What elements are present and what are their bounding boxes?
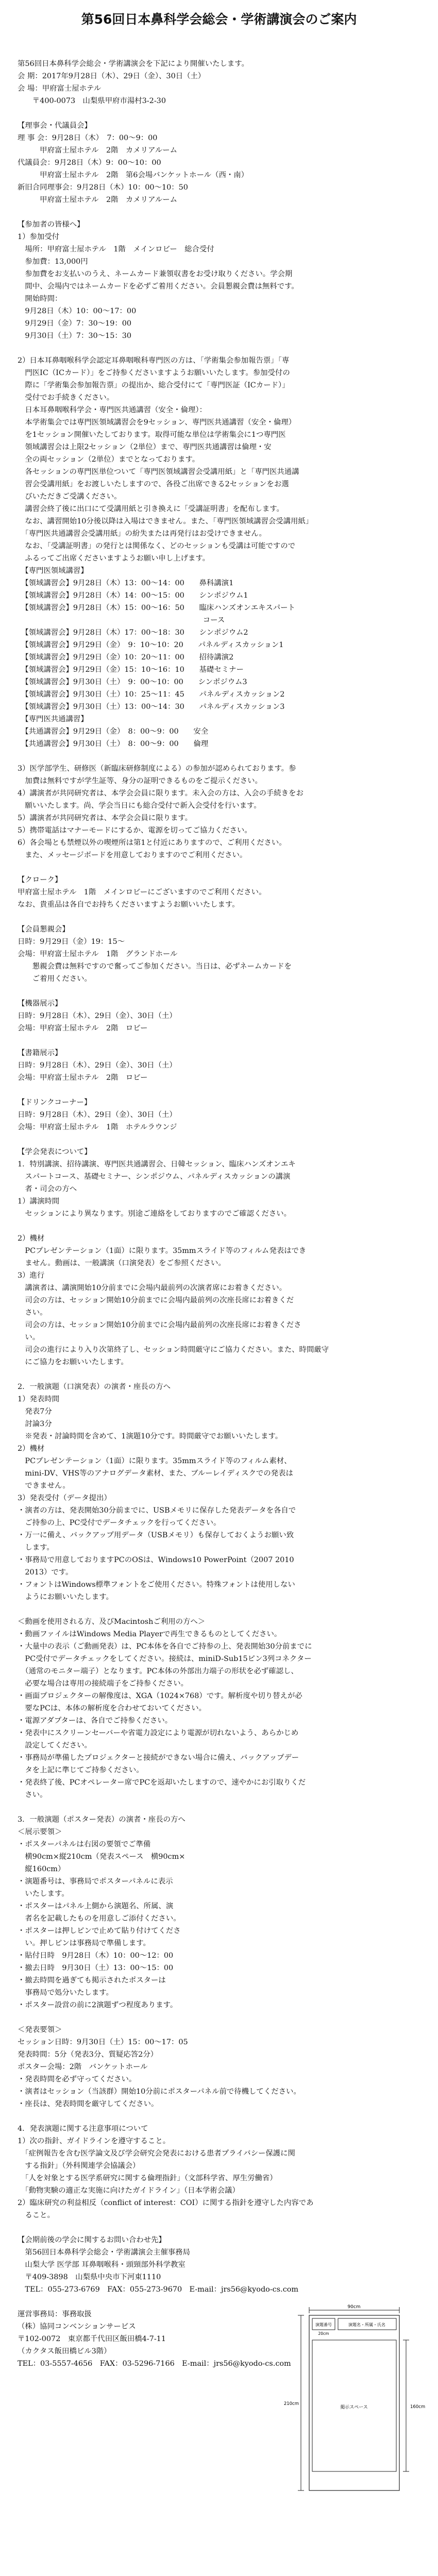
text-line: ・ポスター設営の前に2演題ずつ程度あります。 (18, 2001, 178, 2009)
text-line: 日時：9月28日（木）、29日（金）、30日（土） (18, 1012, 177, 1020)
text-line: 4）講演者が共同研究者は、本学会会員に限ります。未入会の方は、入会の手続きをお (18, 789, 304, 798)
text-line: ・撤去時間を過ぎても掲示されたポスターは (18, 1976, 166, 1985)
text-line: 2）臨床研究の利益相反（conflict of interest：COI）に関する指針を遵守した内容であ (18, 2199, 314, 2207)
text-line: セッション日時：9月30日（土）15：00～17：05 (18, 2038, 188, 2046)
text-line: なお、講習開始10分後以降は入場はできません。また、「専門医領域講習会受講用紙」 (18, 517, 313, 526)
text-line: 2）機材 (18, 1445, 45, 1453)
text-line: 各セッションの専門医単位ついて「専門医領域講習会受講用紙」と「専門医共通講 (18, 468, 299, 476)
text-line: なお、「受講証明書」の発行とは関係なく、どのセッションも受講は可能ですので (18, 542, 296, 550)
text-line: mini-DV、VHS等のアナログデータ素材、また、ブルーレイディスクでの発表は (18, 1469, 293, 1478)
text-line: い。 (18, 1333, 40, 1342)
text-line: ・撤去日時 9月30日（土）13：00～15：00 (18, 1964, 174, 1972)
text-line: 事務局で処分いたします。 (18, 1989, 113, 1997)
blank-line (18, 1220, 425, 1232)
text-line: 5）携帯電話はマナーモードにするか、電源を切ってご協力ください。 (18, 826, 252, 835)
text-line: ・ポスターは押しピンで止めて貼り付けてくださ (18, 1927, 181, 1935)
text-line: 開始時間： (18, 295, 62, 303)
text-line: 【機器展示】 (18, 999, 62, 1008)
text-line: セッションにより異なります。別途ご連絡をしておりますのでご確認ください。 (18, 1210, 292, 1218)
text-line: 発表時間：5分（発表3分、質疑応答2分） (18, 2050, 158, 2059)
text-line: 領域講習会は上限2セッション（2単位）まで、専門医共通講習は倫理・安 (18, 443, 272, 451)
area-height-label: 160cm (410, 2404, 426, 2410)
text-line: 間中、会場内ではネームカードを必ずご着用ください。会員懇親会費は無料です。 (18, 282, 299, 291)
text-line: ・発表終了後、PCオペレーター席でPCを返却いたしますので、速やかにお引取りくだ (18, 1778, 306, 1787)
text-line: ・発表時間を必ず守ってください。 (18, 2075, 137, 2083)
number-box-dim: 20cm (318, 2331, 329, 2336)
text-line: 全の両セッション（2単位）までとなっております。 (18, 455, 200, 464)
text-line: 1）発表時間 (18, 1395, 60, 1403)
poster-diagram-svg (283, 2303, 426, 2499)
text-line: 「専門医共通講習会受講用紙」の紛失または再発行はお受けできません。 (18, 530, 266, 538)
text-line: 習会受講用紙」をお渡しいたしますので、各役ご出席できる2セッションをお選 (18, 480, 289, 488)
text-line: 会 期：2017年9月28日（木）、29日（金）、30日（土） (18, 72, 206, 80)
text-line: 運営事務局：事務取扱 (18, 2310, 92, 2318)
text-line: 9月28日（木）10：00～17：00 (18, 307, 137, 315)
text-line: いたします。 (18, 1890, 69, 1898)
text-line: 者・司会の方へ (18, 1185, 77, 1193)
text-line: 1）参加受付 (18, 233, 60, 241)
blank-line (18, 1133, 425, 1146)
text-line: 6）各会場とも禁煙以外の喫煙所は第1と付近にありますので、ご利用ください。 (18, 839, 287, 847)
text-line: 【領域講習会】9月30日（土）13：00～14：30 パネルディスカッション3 (18, 703, 285, 711)
text-line: 懇親会費は無料ですので奮ってご参加ください。当日は、必ずネームカードを (18, 962, 292, 971)
blank-line (18, 1603, 425, 1616)
text-line: 1）講演時間 (18, 1197, 60, 1206)
text-line: ＜展示要領＞ (18, 1828, 62, 1836)
text-line: 横90cm×縦210cm（発表スペース 横90cm× (18, 1853, 186, 1861)
text-line: PC受付でデータチェックをしてください。接続は、miniD-Sub15ピン3列コネクター (18, 1655, 312, 1663)
blank-line (18, 861, 425, 874)
text-line: 要なPCは、本体の解析度を合わせておいてください。 (18, 1704, 207, 1713)
text-line: 【領域講習会】9月29日（金）15：10～16：10 基礎セミナー (18, 666, 244, 674)
text-line: 【領域講習会】9月29日（金） 9：10～10：20 パネルディスカッション1 (18, 641, 284, 649)
text-line: します。 (18, 1544, 54, 1552)
text-line: 会場：甲府富士屋ホテル 1階 ホテルラウンジ (18, 1123, 177, 1131)
text-line: 【会期前後の学会に関するお問い合わせ先】 (18, 2236, 166, 2244)
text-line: なお、貴重品は各自でお持ちくださいますようお願いいたします。 (18, 901, 240, 909)
text-line: タを上記に準じてご持参ください。 (18, 1766, 144, 1774)
text-line: 参加費：13,000円 (18, 258, 88, 266)
blank-line (18, 1084, 425, 1096)
text-line: 理 事 会：9月28日（木） 7：00～9：00 (18, 134, 158, 142)
text-line: い。押しピンは事務局で準備します。 (18, 1939, 150, 1947)
text-line: する指針」（外科関連学会協議会） (18, 2162, 140, 2170)
text-line: 講演者は、講演開始10分前までに会場内最前列の次演者席にお着きください。 (18, 1284, 287, 1292)
text-line: 1）次の指針、ガイドラインを遵守すること。 (18, 2137, 171, 2145)
text-line: 2013）です。 (18, 1568, 73, 1577)
text-line: 第56回日本鼻科学会総会・学術講演会を下記により開催いたします。 (18, 60, 249, 68)
text-line: 加費は無料ですが学生証等、身分の証明できるものをご提示ください。 (18, 777, 262, 785)
text-line: さい。 (18, 1309, 47, 1317)
blank-line (18, 206, 425, 218)
text-line: 〒409-3898 山梨県中央市下河東1110 (18, 2273, 161, 2281)
text-line: 2．一般演題（口演発表）の演者・座長の方へ (18, 1383, 171, 1391)
text-line: 「人を対象とする医学系研究に関する倫理指針」（文部科学省、厚生労働省） (18, 2174, 277, 2182)
text-line: ・演題番号は、事務局でポスターパネルに表示 (18, 1877, 173, 1886)
text-line: スパートコース、基礎セミナー、シンポジウム、パネルディスカッションの講演 (18, 1173, 291, 1181)
text-line: 【専門医共通講習】 (18, 715, 88, 723)
text-line: 願いいたします。尚、学会当日にも総合受付で新入会受付を行います。 (18, 802, 261, 810)
blank-line (18, 107, 425, 120)
text-line: 【領域講習会】9月28日（木）14：00～15：00 シンポジウム1 (18, 591, 248, 600)
text-line: ポスター会場：2階 バンケットホール (18, 2063, 148, 2071)
text-line: 【ドリンクコーナー】 (18, 1098, 92, 1107)
text-line: 日時：9月29日（金）19：15～ (18, 938, 125, 946)
text-line: 4．発表演題に関する注意事項について (18, 2125, 148, 2133)
text-line: 【領域講習会】9月28日（木）17：00～18：30 シンポジウム2 (18, 629, 248, 637)
text-line: 山梨大学 医学部 耳鼻咽喉科・頭頸部外科学教室 (18, 2261, 186, 2269)
text-line: 〒102-0072 東京都千代田区飯田橋4-7-11 (18, 2335, 166, 2343)
text-line: 1．特別講演、招待講演、専門医共通講習会、日韓セッション、臨床ハンズオンエキ (18, 1160, 296, 1168)
text-line: ようにお願いいたします。 (18, 1593, 113, 1601)
text-line: コース (18, 616, 225, 624)
text-line: ・大量中の表示（ご動画発表）は、PC本体を各自でご持参の上、発表開始30分前までに (18, 1642, 312, 1651)
text-line: 【領域講習会】9月29日（金）10：20～11：00 招待講演2 (18, 653, 234, 662)
text-line: 【共通講習会】9月30日（土） 8：00～9：00 倫理 (18, 740, 209, 748)
text-line: 甲府富士屋ホテル 2階 カメリアルーム (18, 146, 178, 155)
text-line: さい。 (18, 1791, 47, 1799)
blank-line (18, 1035, 425, 1047)
text-line: 5）講演者が共同研究者は、本学会会員に限ります。 (18, 814, 192, 822)
text-line: ・ポスターはパネル上側から演題名、所属、演 (18, 1902, 174, 1910)
text-line: 会場：甲府富士屋ホテル 2階 ロビー (18, 1074, 148, 1082)
blank-line (18, 342, 425, 354)
text-line: 3）進行 (18, 1272, 45, 1280)
text-line: 【専門医領域講習】 (18, 567, 88, 575)
text-line: 際に「学術集会参加報告票」の提出か、総合受付にて「専門医証（ICカード）」 (18, 381, 290, 389)
blank-line (18, 2110, 425, 2123)
text-line: ＜発表要領＞ (18, 2026, 62, 2034)
text-line: 【領域講習会】9月28日（木）13：00～14：00 鼻科講演1 (18, 579, 234, 587)
text-line: ※発表・討論時間を含めて、1演題10分です。時間厳守でお願いいたします。 (18, 1432, 283, 1440)
text-line: 3）発表受付（データ提出） (18, 1494, 111, 1502)
text-line: 場所：甲府富士屋ホテル 1階 メインロビー 総合受付 (18, 245, 214, 253)
text-line: 必要な場合は専用の接続端子をご持参ください。 (18, 1680, 188, 1688)
text-line: ・演者はセッション（当該群）開始10分前にポスターパネル前で待機してください。 (18, 2088, 301, 2096)
text-line: 会 場：甲府富士屋ホテル (18, 84, 102, 93)
blank-line (18, 750, 425, 762)
text-line: 司会の方は、セッション開始10分前までに会場内最前列の次座長席にお着きくだ (18, 1296, 294, 1304)
text-line: 受付でお手続きください。 (18, 394, 114, 402)
text-line: ・演者の方は、発表開始30分前までに、USBメモリに保存した発表データを各自で (18, 1506, 296, 1515)
text-line: （カクタス飯田橋ビル3階） (18, 2347, 111, 2355)
text-line: 【共通講習会】9月29日（金） 8：00～9：00 安全 (18, 727, 209, 736)
poster-panel (309, 2315, 399, 2490)
text-line: 【領域講習会】9月30日（土） 9：00～10：00 シンポジウム3 (18, 678, 247, 686)
text-line: を1セッション開催いたしております。取得可能な単位は学術集会に1つ専門医 (18, 431, 286, 439)
text-line: ・電源アダプターは、各自でご持参ください。 (18, 1717, 173, 1725)
text-line: びいただきご受講ください。 (18, 493, 122, 501)
width-label: 90cm (347, 2304, 361, 2310)
text-line: ・フォントはWindows標準フォントをご使用ください。特殊フォントは使用しない (18, 1581, 295, 1589)
text-line: 本学術集会では専門医領域講習会を9セッション、専門医共通講習（安全・倫理） (18, 418, 296, 427)
text-line: ＜動画を使用される方、及びMacintoshご利用の方へ＞ (18, 1618, 206, 1626)
display-area-label: 掲示スペース (340, 2405, 368, 2410)
blank-line (18, 911, 425, 923)
text-line: にご協力をお願いいたします。 (18, 1358, 128, 1366)
text-line: 日本耳鼻咽喉科学会・専門医共通講習（安全・倫理）： (18, 406, 207, 414)
text-line: TEL：055-273-6769 FAX：055-273-9670 E-mail：jrs56@kyodo-cs.com (18, 2285, 299, 2294)
text-line: 【理事会・代議員会】 (18, 122, 92, 130)
document-body (18, 58, 425, 2370)
text-line: 2）機材 (18, 1234, 45, 1243)
text-line: 【クローク】 (18, 876, 62, 884)
text-line: ・万一に備え、バックアップ用データ（USBメモリ）も保存しておくようお願い致 (18, 1531, 294, 1539)
blank-line (18, 1368, 425, 1381)
text-line: 【学会発表について】 (18, 1148, 92, 1156)
text-line: ・貼付日時 9月28日（木）10：00～12：00 (18, 1952, 174, 1960)
text-line: （通常のモニター端子）となります。PC本体の外部出力端子の形状を必ず確認し、 (18, 1667, 298, 1675)
title-strip-label: 演題名・所属・氏名 (348, 2323, 385, 2327)
text-line: 【領域講習会】9月30日（土）10：25～11：45 パネルディスカッション2 (18, 690, 285, 699)
text-line: 日時：9月28日（木）、29日（金）、30日（土） (18, 1111, 177, 1119)
text-line: TEL：03-5557-4656 FAX：03-5296-7166 E-mail：jrs56@kyodo-cs.com (18, 2360, 291, 2368)
text-line: 講習会終了後に出口にて受講用紙と引き換えに「受講証明書」を配布します。 (18, 505, 284, 513)
text-line: できません。 (18, 1482, 70, 1490)
height-label: 210cm (283, 2401, 299, 2406)
text-line: ・座長は、発表時間を厳守してください。 (18, 2100, 159, 2108)
text-line: ・画面プロジェクターの解像度は、XGA（1024×768）です。解析度や切り替えが必 (18, 1692, 302, 1700)
text-line: 司会の方は、セッション開始10分前までに会場内最前列の次座長席にお着きくださ (18, 1321, 301, 1329)
text-line: 3）医学部学生、研修医（新臨床研修制度による）の参加が認められております。参 (18, 765, 296, 773)
text-line: ・事務局が準備したプロジェクターと接続ができない場合に備え、バックアップデー (18, 1754, 299, 1762)
text-line: ・ポスターパネルは右図の要領でご準備 (18, 1840, 151, 1849)
text-line: 会場：甲府富士屋ホテル 2階 ロビー (18, 1024, 148, 1032)
text-line: 者名を記載したものを用意しご添付ください。 (18, 1914, 181, 1923)
text-line: 参加費をお支払いのうえ、ネームカード兼領収書をお受け取りください。学会期 (18, 270, 293, 278)
number-box-label: 演題番号 (315, 2323, 332, 2327)
text-line: 設定してください。 (18, 1741, 92, 1750)
text-line: ・事務局で用意しておりますPCのOSは、Windows10 PowerPoint（2007 2010 (18, 1556, 294, 1564)
text-line: ご持参の上、PC受付でデータチェックを行ってください。 (18, 1519, 221, 1527)
text-line: ません。動画は、一般講演（口演発表）をご参照ください。 (18, 1259, 226, 1267)
text-line: 縦160cm） (18, 1865, 65, 1873)
text-line: 発表7分 (18, 1408, 52, 1416)
text-line: 日時：9月28日（木）、29日（金）、30日（土） (18, 1061, 177, 1070)
blank-line (18, 1801, 425, 1814)
blank-line (18, 985, 425, 997)
text-line: ・発表中にスクリーンセーバーや省電力設定により電源が切れないよう、あらかじめ (18, 1729, 299, 1737)
text-line: 「動物実験の適正な実施に向けたガイドライン」（日本学術会議） (18, 2187, 240, 2195)
text-line: 甲府富士屋ホテル 1階 メインロビーにございますのでご利用ください。 (18, 888, 266, 896)
text-line: PCプレゼンテーション（1面）に限ります。35mmスライド等のフィルム素材、 (18, 1457, 292, 1465)
text-line: 〒400-0073 山梨県甲府市湯村3-2-30 (18, 97, 166, 105)
page-title: 第56回日本鼻科学会総会・学術講演会のご案内 (81, 12, 357, 27)
text-line: ること。 (18, 2211, 55, 2219)
text-line: また、メッセージボードを用意しておりますのでご利用ください。 (18, 851, 247, 859)
text-line: 【領域講習会】9月28日（木）15：00～16：50 臨床ハンズオンエキスパート (18, 604, 295, 612)
text-line: 3．一般演題（ポスター発表）の演者・座長の方へ (18, 1816, 186, 1824)
text-line: 【会員懇親会】 (18, 925, 70, 934)
text-line: ふるってご出席くださいますようお願い申し上げます。 (18, 554, 210, 563)
text-line: 代議員会：9月28日（木）9：00～10：00 (18, 159, 161, 167)
text-line: 会場：甲府富士屋ホテル 1階 グランドホール (18, 950, 178, 958)
text-line: ・動画ファイルはWindows Media Playerで再生できるものとしてください。 (18, 1630, 282, 1638)
blank-line (18, 2222, 425, 2234)
text-line: 9月30日（土）7：30～15：30 (18, 332, 132, 340)
text-line: PCプレゼンテーション（1面）に限ります。35mmスライド等のフィルム発表はでき (18, 1247, 307, 1255)
text-line: （株）協同コンベンションサービス (18, 2323, 136, 2331)
text-line: 門医IC（ICカード）」をご持参くださいますようお願いいたします。参加受付の (18, 369, 290, 377)
text-line: 2）日本耳鼻咽喉科学会認定耳鼻咽喉科専門医の方は、「学術集会参加報告票」「専 (18, 357, 290, 365)
text-line: 【書籍展示】 (18, 1049, 62, 1057)
text-line: 9月29日（金）7：30～19：00 (18, 319, 132, 328)
poster-layout-diagram (283, 2303, 426, 2499)
text-line: 司会の進行により入り次第終了し、セッション時間厳守にご協力ください。また、時間厳守 (18, 1346, 329, 1354)
text-line: 甲府富士屋ホテル 2階 第6会場バンケットホール（西・南） (18, 171, 249, 179)
text-line: 甲府富士屋ホテル 2階 カメリアルーム (18, 196, 178, 204)
text-line: 新旧合同理事会：9月28日（木）10：00～10：50 (18, 183, 188, 192)
text-line: ご着用ください。 (18, 975, 92, 983)
text-line: 【参加者の皆様へ】 (18, 221, 85, 229)
text-line: 「症例報告を含む医学論文及び学会研究会発表における患者プライバシー保護に関 (18, 2149, 295, 2158)
text-line: 第56回日本鼻科学会総会・学術講演会主催事務局 (18, 2248, 190, 2257)
text-line: 討論3分 (18, 1420, 52, 1428)
blank-line (18, 2011, 425, 2024)
